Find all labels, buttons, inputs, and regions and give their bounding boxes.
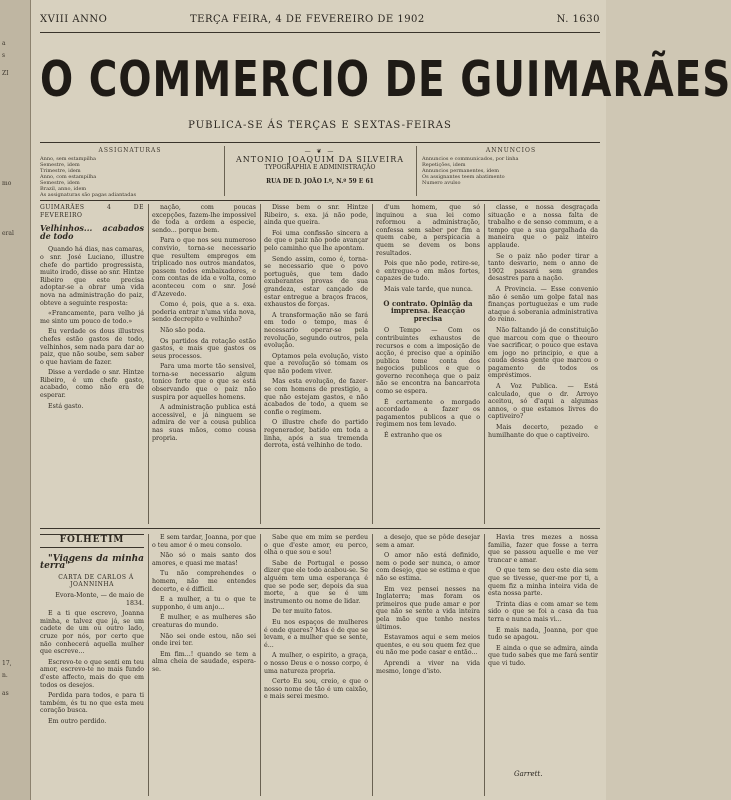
masthead: O COMMERCIO DE GUIMARÃES: [40, 52, 731, 109]
paragraph: Em vez pensei nesses na Inglaterra; mas foram os primeiros que pude amar e por que não se sente a vida inteira pela mão que tenho nestes últimos.: [376, 585, 480, 631]
fragment: s: [2, 52, 6, 59]
publisher-name: ANTONIO JOAQUIM DA SILVEIRA: [236, 155, 404, 164]
column-9: [488, 534, 598, 762]
paragraph: O amor não está definido, nem o pode ser nunca, o amor com desejo, que se estima e que não se estima.: [376, 552, 480, 582]
paragraph: É certamente o morgado accordado a fazer os pagamentos publicos a que o regimem nos tem levado.: [376, 398, 480, 429]
paragraph: Sendo assim, como é, torna-se necessario que o povo português, que tem dado exuberantes provas de sua grandeza, estar cançado de estar entregue a braços fracos, exhaustos de forças.: [264, 255, 368, 309]
ad-line: Numero avulso: [422, 180, 461, 186]
fragment: eral: [2, 230, 14, 237]
paragraph: Estavamos aqui e sem meios quentes, e eu sou quem fez que eu não me pode casar e então...: [376, 634, 480, 657]
paragraph: nação, com poucas excepções, fazem-lhe impossivel de toda a ordem a especie, sendo... porque bem.: [152, 204, 256, 234]
paragraph: Optamos pela evolução, visto que a revolução só tomam os que não podem viver.: [264, 352, 368, 375]
paragraph: Não faltando já de constituição que marcou com que o theouro vae sacrificar, o pouco que estava em jogo no principio, e que a cauda dessa gente que marcou o pagamento de todos os empréstimos.: [488, 326, 598, 380]
paragraph: Mais vale tarde, que nunca.: [384, 285, 473, 293]
column-rule: [372, 534, 373, 796]
fragment: a: [2, 40, 6, 47]
article-title: Velhinhos... acabados de todo: [40, 223, 144, 241]
paragraph: Sabe que em mim se perdeu o que d'este amor, eu perco, olha o que sou e sou!: [264, 534, 368, 557]
paragraph: A Provincia. — Esse convenio não é senão um golpe fatal nas finanças portuguezas e um rude ataque á soberania administrativa do reino.: [488, 285, 598, 324]
paragraph: Perdida para todos, e para ti também, és tu no que esta meu coração busca.: [40, 692, 144, 715]
subscription-line: As assignaturas são pagas adiantadas: [40, 192, 137, 198]
paragraph: A transformação não se fará em todo o tempo, mas é necessario operar-se pela revolução, segundo outros, pela evolução.: [264, 311, 368, 350]
address: RUA DE D. JOÃO I.º, N.º 59 E 61: [266, 178, 374, 185]
paragraph: O Tempo — Com os contribuintes exhaustos de recursos e com a imposição de acção, é preciso que a opinião publica tome conta dos negocios publicos e que o governo reconheça que o paiz não se encontra na bancarrota como se espera.: [376, 327, 480, 396]
ad-line: Annuncios permanentes, idem: [422, 168, 499, 174]
paragraph: E a ti que escrevo, Joanna minha, e talvez que já, se um cadete de um ou outro lado, cruze por nós, por certo que não conhecerá aquella mulher que escreve...: [40, 610, 144, 656]
column-1: [40, 204, 144, 524]
paragraph: Disse bem o snr. Hintze Ribeiro, s. exa. já não pode, ainda que queira.: [264, 204, 368, 227]
publication-schedule: PUBLICA-SE ÁS TERÇAS E SEXTAS-FEIRAS: [188, 120, 452, 131]
ads-title: ANNUNCIOS: [485, 147, 537, 154]
folhetim-column: [40, 534, 144, 796]
paragraph: classe, e nossa desgraçada situação e a nossa falta de trabalho e de senso commum, e a tempo que a sua gargalhada da maneira que o paiz inteiro applaude.: [488, 204, 598, 249]
paragraph: Aprendi a viver na vida mesmo, longe d'isto.: [376, 659, 480, 675]
paragraph: E ainda o que se admira, ainda que tudo sabes que me fará sentir que vi tudo.: [488, 644, 598, 667]
column-rule: [260, 204, 261, 524]
fragment: mo: [2, 180, 12, 187]
fragment: as: [2, 690, 9, 697]
paragraph: Tu não comprehendes o homem, não me entendes decerto, e é difficil.: [152, 570, 256, 593]
paragraph: Os partidos da rotação estão gastos, e mais que gastos os seus processos.: [152, 337, 256, 360]
column-5: [488, 204, 598, 524]
paragraph: Para o que nos seu numeroso convivio, torna-se necessario que resultem empregos em triplicado nos outros mandatos, passem todos embaixadores, e com contas de ida e volta, como aconteceu com o snr. José d'Azevedo.: [152, 237, 256, 298]
column-2: [152, 204, 256, 524]
dateline: GUIMARÃES 4 DE FEVEREIRO: [40, 204, 144, 219]
ads-box: [422, 148, 600, 198]
subscription-line: Anno, sem estampilha: [40, 156, 96, 162]
volume: XVIII ANNO: [40, 14, 108, 25]
paragraph: Quando há dias, nas camaras, o snr. José Luciano, illustre chefe do partido progressista, muito irado, disse ao snr. Hintze Ribeiro que este precisa adoptar-se a obrar uma vida nova na administração do paiz, obteve a seguinte resposta:: [40, 246, 144, 307]
divider: [416, 146, 417, 196]
paragraph: E sem tardar, Joanna, por que o teu amor é o meu consolo.: [152, 534, 256, 549]
fragment: n.: [2, 672, 8, 679]
column-7: [264, 534, 368, 796]
paragraph: Não são poda.: [160, 326, 206, 334]
paragraph: Pois que não pode, retire-se, e entregue-o em mãos fortes, capazes de tudo.: [376, 260, 480, 283]
folhetim-label: FOLHETIM: [40, 534, 144, 548]
adjacent-page-strip: [0, 0, 31, 800]
paragraph: Em fim...! quando se tem a alma cheia de saudade, espera-se.: [152, 650, 256, 673]
column-3: [264, 204, 368, 524]
column-rule: [484, 204, 485, 524]
ad-line: Repetições, idem: [422, 162, 466, 168]
folhetim-title: "Viagens da minha terra": [40, 553, 144, 572]
fragment: 17,: [2, 660, 12, 667]
paragraph: Havia tres mezes a nossa familia, fazer que fosse a terra que se passou aquelle e me ver trancar e amar.: [488, 534, 598, 564]
paragraph: O que tem se deu este dia sem que se tivesse, quer-me por ti, a quem fiz a minha inteira vida de esta nossa parte.: [488, 567, 598, 598]
paragraph: E mais nada, Joanna, por que tudo se apagou.: [488, 626, 598, 642]
subscription-line: Trimestre, idem: [40, 168, 81, 174]
paragraph: a desejo, que se pôde desejar sem a amar.: [376, 534, 480, 549]
printing-office: TYPOGRAPHIA E ADMINISTRAÇÃO: [264, 164, 376, 171]
paragraph: Foi uma confissão sincera a de que o paiz não pode avançar pelo caminho que lhe apontam.: [264, 229, 368, 252]
column-rule: [260, 534, 261, 796]
folhetim-letter-title: CARTA DE CARLOS Á JOANNINHA: [58, 573, 134, 589]
column-rule: [148, 534, 149, 796]
paragraph: A Voz Publica. — Está calculado, que o dr. Arroyo aceitou, só d'aqui a algumas annos, o que estamos livres do captiveiro?: [488, 383, 598, 421]
paragraph: Em outro perdido.: [48, 717, 107, 725]
column-6: [152, 534, 256, 796]
section-title: O contrato. Opinião da imprensa. Reacção precisa: [383, 298, 473, 323]
paragraph: Para uma morte tão sensivel, torna-se necessario algum tonico forte que o que se está observando que o paiz não suspira por aquelles homens.: [152, 363, 256, 401]
paragraph: Escrevo-te o que senti em teu amor, escrevo-te no mais fundo d'este affecto, mais do que em todos os desejos.: [40, 658, 144, 689]
paragraph: Como é, pois, que a s. exa. poderia entrar n'uma vida nova, sendo decrepito e velhinho?: [152, 301, 256, 324]
subscription-line: Brazil, anno, idem: [40, 186, 87, 192]
fragment: ZI: [2, 70, 9, 77]
paragraph: De ter muito fatos.: [272, 608, 333, 616]
dateline-bar: [40, 14, 600, 34]
feuilleton-divider: [40, 528, 600, 529]
paragraph: E a mulher, a tu o que te supponho, é um anjo...: [152, 596, 256, 611]
paragraph: Não só o mais santo dos amores, e quasi me matas!: [152, 552, 256, 567]
ad-line: Os assignantes teem abatimento: [422, 174, 505, 180]
subscription-line: Semestre, idem: [40, 162, 80, 168]
paragraph: É mulher, e as mulheres são creaturas do mundo.: [152, 614, 256, 629]
paragraph: Certo Eu sou, creio, e que o nosso nome de tão é um caixão, e mais serei mesmo.: [264, 678, 368, 701]
publisher-box: [230, 148, 410, 186]
column-rule: [484, 534, 485, 796]
divider: [40, 142, 600, 143]
paragraph: A mulher, o espirito, a graça, o nosso Deus e o nosso corpo, é uma natureza propria.: [264, 652, 368, 675]
paragraph: «Francamente, para velho já me sinto um pouco de todo.»: [40, 310, 144, 325]
paragraph: Disse a verdade o snr. Hintze Ribeiro, é um chefe gasto, acabado, como não era de esperar.: [40, 369, 144, 400]
subscription-line: Anno, com estampilha: [40, 174, 97, 180]
divider: [224, 146, 225, 196]
paragraph: Eu nos espaços de mulheres é onde queres? Mas é de que se levam, e a mulher que se sente, é...: [264, 618, 368, 649]
paragraph: Mais decerto, pezado e humilhante do que o captiveiro.: [488, 424, 598, 439]
ornament: — ❦ —: [304, 148, 336, 155]
paragraph: Está gasto.: [48, 402, 84, 410]
divider: [40, 32, 600, 33]
letter-place: Evora-Monte, — de maio de 1834.: [55, 591, 144, 607]
issue-number: N. 1630: [556, 14, 600, 25]
signature: Garrett.: [514, 770, 543, 778]
paragraph: O illustre chefe do partido regenerador, batido em toda a linha, após a sua tremenda derrota, está velhinho de todo.: [264, 419, 368, 450]
paragraph: A administração publica está accessivel, e já ninguem se admira de ver a cousa publica nas suas mãos, como cousa propria.: [152, 404, 256, 442]
paragraph: Eu verdade os dous illustres chefes estão gastos de todo, velhinhos, sem nada para dar ao paiz, que não soube, sem saber o que haviam de fazer.: [40, 328, 144, 366]
front-page: [34, 0, 731, 800]
paragraph: Mas esta evolução, de fazer-se com homens de prestigio, a que não estejam gastos, e não acabados de todo, a quem se confie o regimem.: [264, 378, 368, 416]
paragraph: d'um homem, que só inquinou a sua lei como reformou a administração, confessa sem saber por fim a quem cabe, a perspicacia a quem se devem os bons resultados.: [376, 204, 480, 257]
paragraph: Se o paiz não poder tirar a tanto desvario, nem o anno de 1902 passará sem grandes desastres para a nação.: [488, 252, 598, 283]
paragraph: Sabe de Portugal e posso dizer que ele todo acabou-se. Se alguém tem uma esperança é que se pode ser, depois da sua morte, a que se é um instrumento ou nome de lidar.: [264, 559, 368, 605]
divider: [40, 200, 600, 201]
column-rule: [148, 204, 149, 524]
paragraph: É extranho que os: [384, 432, 442, 440]
paragraph: Trinta dias e com amar se tem sido o que se foi a casa da tua terra e nunca mais vi...: [488, 600, 598, 623]
paragraph: Não sei onde estou, não sei onde irei ter.: [152, 632, 256, 648]
column-4: [376, 204, 480, 524]
ad-line: Annuncios e communicados, por linha: [422, 156, 519, 162]
subscription-line: Semestre, idem: [40, 180, 80, 186]
column-rule: [372, 204, 373, 524]
subscriptions-title: ASSIGNATURAS: [98, 147, 162, 154]
subscriptions-box: [40, 148, 220, 198]
issue-date: TERÇA FEIRA, 4 DE FEVEREIRO DE 1902: [190, 14, 425, 25]
column-8: [376, 534, 480, 796]
